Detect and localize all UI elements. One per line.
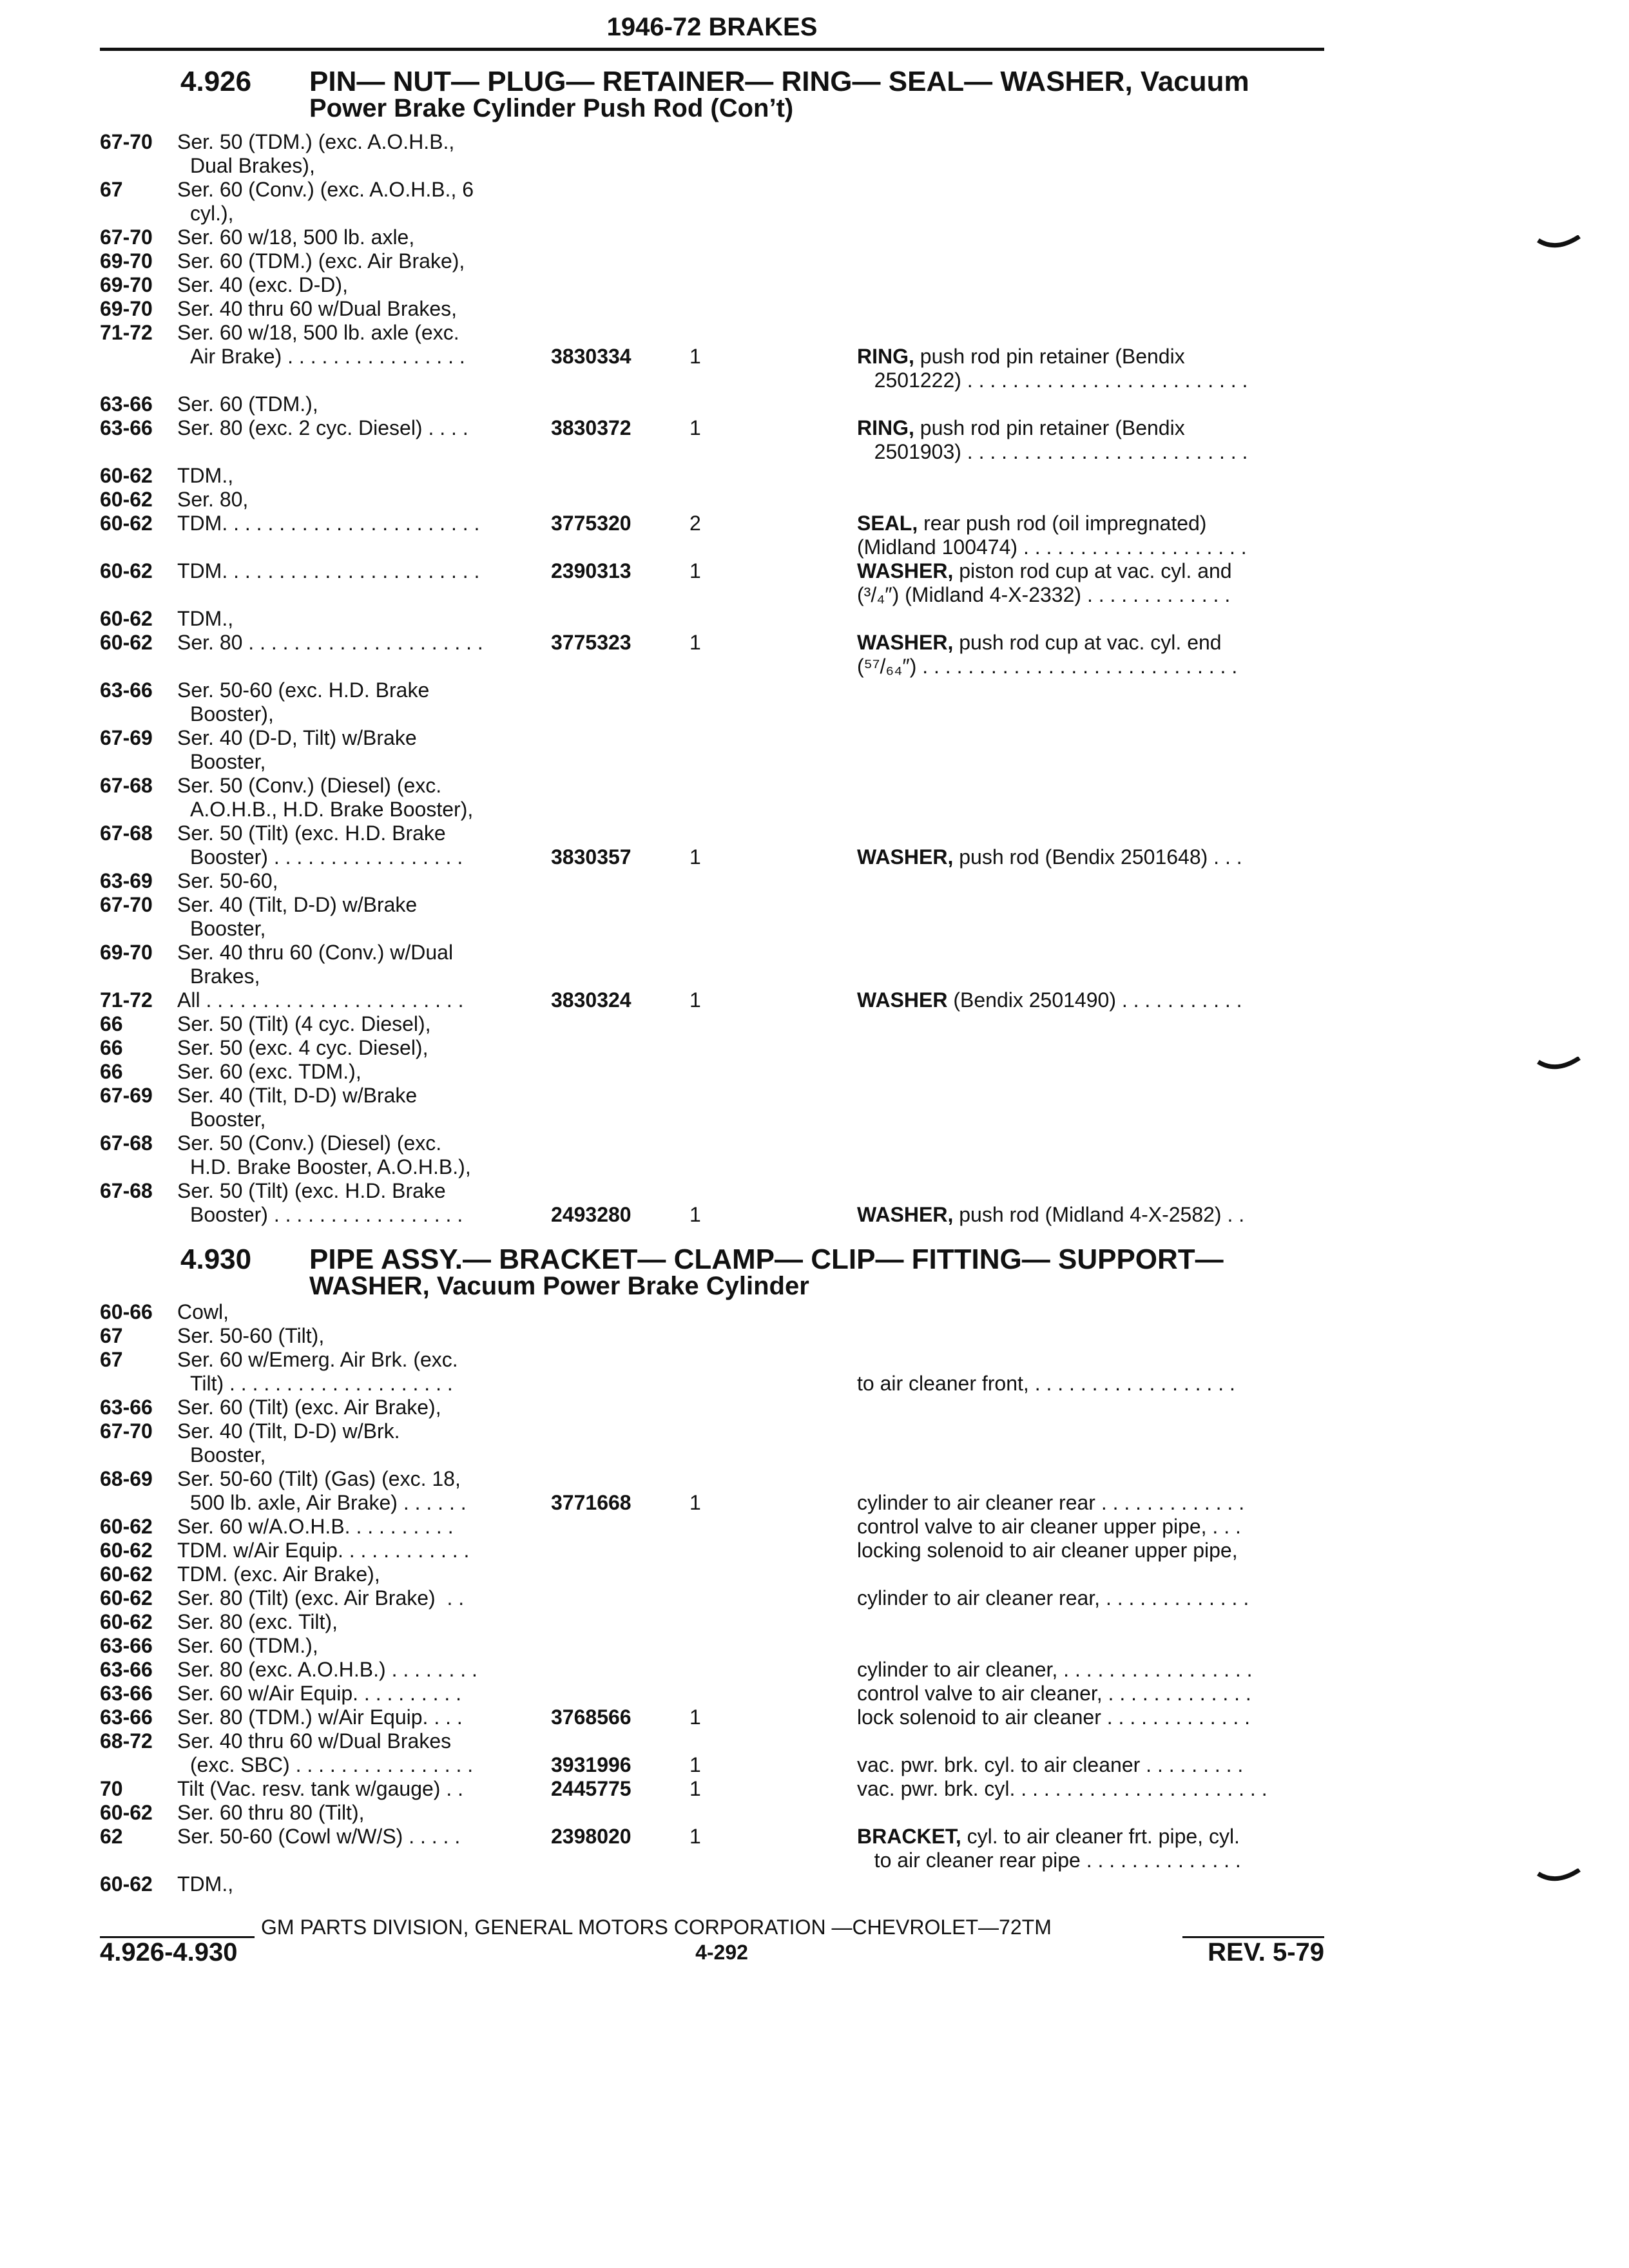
part-description: [857, 1539, 1238, 1562]
application-text: Ser. 40 thru 60 w/Dual Brakes,: [177, 297, 457, 320]
catalog-entry-row: [100, 1777, 1324, 1801]
model-years: 66: [100, 1060, 123, 1083]
application-text: Ser. 60 (TDM.),: [177, 392, 318, 416]
quantity: 1: [689, 845, 701, 869]
part-number: 3775323: [551, 631, 631, 654]
model-years: 67-68: [100, 1179, 153, 1202]
catalog-entry-row: [100, 1729, 1324, 1753]
application-text: Ser. 40 thru 60 (Conv.) w/Dual: [177, 941, 454, 964]
quantity: 1: [689, 1491, 701, 1514]
scan-mark: [1537, 1869, 1582, 1885]
model-years: 60-62: [100, 512, 153, 535]
catalog-entry-row: [100, 1324, 1324, 1348]
catalog-entry-row: [100, 1586, 1324, 1610]
application-text: A.O.H.B., H.D. Brake Booster),: [190, 798, 474, 821]
application-text: Ser. 50-60 (exc. H.D. Brake: [177, 678, 430, 702]
part-description: [857, 655, 1237, 678]
model-years: 67-70: [100, 130, 153, 153]
description-text: 2501903) . . . . . . . . . . . . . . . . . . . . . . . . .: [857, 440, 1248, 463]
description-text: lock solenoid to air cleaner . . . . . . . . . . . . .: [857, 1706, 1251, 1729]
model-years: 69-70: [100, 941, 153, 964]
application-text: Booster,: [190, 750, 266, 773]
catalog-entry-row: [100, 869, 1324, 893]
application-text: TDM.,: [177, 464, 234, 487]
quantity: 1: [689, 631, 701, 654]
catalog-entry-row: [100, 1348, 1324, 1372]
quantity: 2: [689, 512, 701, 535]
catalog-entry-row: [100, 917, 1324, 941]
part-description: [857, 1515, 1241, 1539]
running-header: 1946-72 BRAKES: [606, 13, 818, 41]
description-text: cylinder to air cleaner rear, . . . . . . . . . . . . .: [857, 1586, 1249, 1610]
section-title-line1: PIPE ASSY.— BRACKET— CLAMP— CLIP— FITTING— SUPPORT—: [309, 1244, 1224, 1275]
application-text: Booster,: [190, 1108, 266, 1131]
catalog-entry-row: [100, 130, 1324, 154]
model-years: 63-66: [100, 1682, 153, 1705]
catalog-entry-row: [100, 1610, 1324, 1634]
part-number: 3830334: [551, 345, 631, 368]
model-years: 69-70: [100, 273, 153, 296]
application-text: Brakes,: [190, 965, 260, 988]
part-number: 3830324: [551, 988, 631, 1012]
application-text: TDM. w/Air Equip. . . . . . . . . . . .: [177, 1539, 470, 1562]
catalog-entry-row: [100, 416, 1324, 440]
catalog-entry-row: [100, 1706, 1324, 1729]
application-text: Ser. 60 (exc. TDM.),: [177, 1060, 361, 1083]
model-years: 60-62: [100, 1562, 153, 1586]
catalog-entry-row: [100, 1491, 1324, 1515]
application-text: TDM. . . . . . . . . . . . . . . . . . . . . . .: [177, 559, 480, 582]
model-years: 60-62: [100, 1586, 153, 1610]
part-description: [857, 845, 1242, 869]
quantity: 1: [689, 1753, 701, 1776]
description-text: push rod pin retainer (Bendix: [914, 345, 1185, 368]
catalog-entry-row: [100, 1825, 1324, 1849]
catalog-entry-row: [100, 583, 1324, 607]
scan-mark: [1537, 1057, 1582, 1073]
part-description: [857, 440, 1248, 464]
model-years: 63-69: [100, 869, 153, 892]
application-text: Dual Brakes),: [190, 154, 315, 177]
model-years: 67-70: [100, 1419, 153, 1443]
application-text: Ser. 80 (TDM.) w/Air Equip. . . .: [177, 1706, 463, 1729]
quantity: 1: [689, 416, 701, 439]
part-description: [857, 1203, 1244, 1227]
model-years: 67: [100, 1324, 123, 1347]
catalog-entry-row: [100, 1060, 1324, 1084]
application-text: Ser. 50 (Conv.) (Diesel) (exc.: [177, 774, 442, 797]
catalog-entry-row: [100, 1372, 1324, 1396]
description-text: to air cleaner front, . . . . . . . . . . . . . . . . . .: [857, 1372, 1235, 1395]
part-name: WASHER,: [857, 845, 954, 869]
application-text: (exc. SBC) . . . . . . . . . . . . . . . .: [190, 1753, 474, 1776]
application-text: Ser. 80 (exc. 2 cyc. Diesel) . . . .: [177, 416, 468, 439]
catalog-entry-row: [100, 750, 1324, 774]
catalog-entry-row: [100, 893, 1324, 917]
quantity: 1: [689, 559, 701, 582]
scan-mark: [1537, 235, 1582, 252]
model-years: 63-66: [100, 416, 153, 439]
catalog-entry-row: [100, 702, 1324, 726]
model-years: 60-62: [100, 607, 153, 630]
catalog-entry-row: [100, 440, 1324, 464]
application-text: Ser. 50 (TDM.) (exc. A.O.H.B.,: [177, 130, 455, 153]
catalog-entry-row: [100, 941, 1324, 965]
catalog-entry-row: [100, 1658, 1324, 1682]
part-name: BRACKET,: [857, 1825, 961, 1848]
description-text: piston rod cup at vac. cyl. and: [953, 559, 1232, 582]
application-text: Ser. 80,: [177, 488, 249, 511]
application-text: Ser. 40 (exc. D-D),: [177, 273, 348, 296]
catalog-entry-row: [100, 655, 1324, 678]
application-text: Tilt (Vac. resv. tank w/gauge) . .: [177, 1777, 463, 1800]
application-text: Booster) . . . . . . . . . . . . . . . . .: [190, 1203, 463, 1226]
part-number: 3830372: [551, 416, 631, 439]
application-text: Ser. 60 thru 80 (Tilt),: [177, 1801, 365, 1824]
part-name: SEAL,: [857, 512, 918, 535]
application-text: Ser. 80 (exc. A.O.H.B.) . . . . . . . .: [177, 1658, 477, 1681]
catalog-entry-row: [100, 464, 1324, 488]
application-text: Ser. 50 (exc. 4 cyc. Diesel),: [177, 1036, 429, 1059]
application-text: Ser. 50-60 (Tilt) (Gas) (exc. 18,: [177, 1467, 461, 1490]
footer-corp-line: GM PARTS DIVISION, GENERAL MOTORS CORPORATION —CHEVROLET—72TM: [261, 1916, 1052, 1939]
model-years: 67-68: [100, 774, 153, 797]
description-text: cyl. to air cleaner frt. pipe, cyl.: [961, 1825, 1240, 1848]
catalog-entry-row: [100, 1131, 1324, 1155]
model-years: 60-66: [100, 1300, 153, 1323]
application-text: TDM.,: [177, 1872, 234, 1896]
part-number: 2493280: [551, 1203, 631, 1226]
description-text: push rod (Bendix 2501648) . . .: [953, 845, 1242, 869]
part-description: [857, 631, 1222, 655]
catalog-entry-row: [100, 512, 1324, 535]
catalog-entry-row: [100, 178, 1324, 202]
catalog-entry-row: [100, 249, 1324, 273]
part-description: [857, 583, 1230, 607]
part-name: WASHER: [857, 988, 948, 1012]
part-description: [857, 416, 1185, 440]
application-text: Tilt) . . . . . . . . . . . . . . . . . . . .: [190, 1372, 453, 1395]
description-text: 2501222) . . . . . . . . . . . . . . . . . . . . . . . . .: [857, 369, 1248, 392]
catalog-entry-row: [100, 1396, 1324, 1419]
application-text: TDM. . . . . . . . . . . . . . . . . . . . . . .: [177, 512, 480, 535]
part-number: 3768566: [551, 1706, 631, 1729]
quantity: 1: [689, 1706, 701, 1729]
part-name: WASHER,: [857, 559, 954, 582]
part-description: [857, 1682, 1251, 1706]
application-text: TDM.,: [177, 607, 234, 630]
description-text: (Midland 100474) . . . . . . . . . . . . . . . . . . . .: [857, 535, 1247, 559]
application-text: Ser. 80 (exc. Tilt),: [177, 1610, 338, 1633]
part-description: [857, 1491, 1244, 1515]
catalog-entry-row: [100, 297, 1324, 321]
catalog-entry-row: [100, 1179, 1324, 1203]
part-description: [857, 1372, 1235, 1396]
application-text: Ser. 50 (Tilt) (exc. H.D. Brake: [177, 1179, 446, 1202]
model-years: 60-62: [100, 1539, 153, 1562]
part-description: [857, 1753, 1243, 1777]
description-text: control valve to air cleaner, . . . . . . . . . . . . .: [857, 1682, 1251, 1705]
part-description: [857, 512, 1206, 535]
model-years: 71-72: [100, 321, 153, 344]
catalog-entry-row: [100, 1443, 1324, 1467]
application-text: Ser. 40 (Tilt, D-D) w/Brake: [177, 893, 418, 916]
catalog-entry-row: [100, 392, 1324, 416]
catalog-entry-row: [100, 1108, 1324, 1131]
application-text: Cowl,: [177, 1300, 229, 1323]
catalog-entry-row: [100, 607, 1324, 631]
part-number: 2445775: [551, 1777, 631, 1800]
application-text: Ser. 50-60 (Tilt),: [177, 1324, 325, 1347]
model-years: 60-62: [100, 559, 153, 582]
catalog-entry-row: [100, 1539, 1324, 1562]
catalog-entry-row: [100, 273, 1324, 297]
application-text: Ser. 50-60,: [177, 869, 278, 892]
description-text: locking solenoid to air cleaner upper pipe,: [857, 1539, 1238, 1562]
model-years: 70: [100, 1777, 123, 1800]
catalog-entry-row: [100, 822, 1324, 845]
part-description: [857, 1658, 1253, 1682]
application-text: TDM. (exc. Air Brake),: [177, 1562, 380, 1586]
part-number: 3931996: [551, 1753, 631, 1776]
description-text: vac. pwr. brk. cyl. . . . . . . . . . . . . . . . . . . . . . .: [857, 1777, 1268, 1800]
application-text: Ser. 50 (Conv.) (Diesel) (exc.: [177, 1131, 442, 1155]
model-years: 67: [100, 1348, 123, 1371]
description-text: push rod (Midland 4-X-2582) . .: [953, 1203, 1245, 1226]
description-text: (³/₄″) (Midland 4-X-2332) . . . . . . . . . . . . .: [857, 583, 1231, 606]
catalog-entry-row: [100, 988, 1324, 1012]
model-years: 63-66: [100, 678, 153, 702]
catalog-entry-row: [100, 1801, 1324, 1825]
model-years: 60-62: [100, 1801, 153, 1824]
catalog-entry-row: [100, 1155, 1324, 1179]
application-text: Ser. 60 w/Emerg. Air Brk. (exc.: [177, 1348, 458, 1371]
application-text: Ser. 40 (Tilt, D-D) w/Brake: [177, 1084, 418, 1107]
description-text: (Bendix 2501490) . . . . . . . . . . .: [947, 988, 1242, 1012]
quantity: 1: [689, 988, 701, 1012]
catalog-entry-row: [100, 1634, 1324, 1658]
quantity: 1: [689, 1777, 701, 1800]
catalog-entry-row: [100, 154, 1324, 178]
model-years: 66: [100, 1012, 123, 1035]
catalog-entry-row: [100, 1753, 1324, 1777]
catalog-entry-row: [100, 845, 1324, 869]
catalog-entry-row: [100, 1203, 1324, 1227]
model-years: 60-62: [100, 488, 153, 511]
footer-section-range: 4.926-4.930: [100, 1938, 238, 1966]
catalog-entry-row: [100, 965, 1324, 988]
catalog-entry-row: [100, 1682, 1324, 1706]
catalog-entry-row: [100, 345, 1324, 369]
part-description: [857, 345, 1185, 369]
part-name: WASHER,: [857, 1203, 954, 1226]
section-number: 4.930: [180, 1244, 252, 1275]
model-years: 60-62: [100, 464, 153, 487]
model-years: 60-62: [100, 1515, 153, 1538]
catalog-entry-row: [100, 1419, 1324, 1443]
catalog-entry-row: [100, 1012, 1324, 1036]
description-text: cylinder to air cleaner, . . . . . . . . . . . . . . . . .: [857, 1658, 1253, 1681]
model-years: 68-69: [100, 1467, 153, 1490]
application-text: Ser. 80 . . . . . . . . . . . . . . . . . . . . .: [177, 631, 483, 654]
description-text: vac. pwr. brk. cyl. to air cleaner . . . . . . . . .: [857, 1753, 1244, 1776]
catalog-entry-row: [100, 369, 1324, 392]
part-number: 2390313: [551, 559, 631, 582]
description-text: (⁵⁷/₆₄″) . . . . . . . . . . . . . . . . . . . . . . . . . . . .: [857, 655, 1238, 678]
catalog-entry-row: [100, 1300, 1324, 1324]
footer-revision: REV. 5-79: [1208, 1938, 1324, 1966]
application-text: Ser. 60 (TDM.),: [177, 1634, 318, 1657]
part-description: [857, 369, 1248, 392]
description-text: control valve to air cleaner upper pipe, . . .: [857, 1515, 1241, 1538]
model-years: 69-70: [100, 297, 153, 320]
model-years: 63-66: [100, 1396, 153, 1419]
model-years: 68-72: [100, 1729, 153, 1753]
catalog-entry-row: [100, 726, 1324, 750]
section-title-line2: Power Brake Cylinder Push Rod (Con’t): [309, 94, 794, 122]
application-text: Ser. 60 (Tilt) (exc. Air Brake),: [177, 1396, 441, 1419]
model-years: 60-62: [100, 631, 153, 654]
part-number: 2398020: [551, 1825, 631, 1848]
application-text: Ser. 60 w/18, 500 lb. axle,: [177, 226, 415, 249]
catalog-entry-row: [100, 631, 1324, 655]
application-text: Ser. 60 w/A.O.H.B. . . . . . . . . .: [177, 1515, 454, 1538]
application-text: Ser. 40 (D-D, Tilt) w/Brake: [177, 726, 417, 749]
catalog-entry-row: [100, 1515, 1324, 1539]
catalog-entry-row: [100, 226, 1324, 249]
application-text: Ser. 40 (Tilt, D-D) w/Brk.: [177, 1419, 400, 1443]
model-years: 66: [100, 1036, 123, 1059]
catalog-entry-row: [100, 321, 1324, 345]
application-text: H.D. Brake Booster, A.O.H.B.),: [190, 1155, 471, 1178]
application-text: Booster) . . . . . . . . . . . . . . . . .: [190, 845, 463, 869]
description-text: push rod cup at vac. cyl. end: [953, 631, 1222, 654]
application-text: Ser. 80 (Tilt) (exc. Air Brake) . .: [177, 1586, 465, 1610]
footer-page-number: 4-292: [695, 1941, 748, 1964]
part-description: [857, 1706, 1250, 1729]
application-text: Ser. 60 w/Air Equip. . . . . . . . . .: [177, 1682, 462, 1705]
application-text: Ser. 60 (Conv.) (exc. A.O.H.B., 6: [177, 178, 474, 201]
model-years: 67-69: [100, 1084, 153, 1107]
part-number: 3775320: [551, 512, 631, 535]
model-years: 71-72: [100, 988, 153, 1012]
part-name: WASHER,: [857, 631, 954, 654]
catalog-entry-row: [100, 488, 1324, 512]
part-name: RING,: [857, 416, 914, 439]
catalog-entry-row: [100, 1084, 1324, 1108]
model-years: 67-68: [100, 1131, 153, 1155]
application-text: cyl.),: [190, 202, 234, 225]
catalog-entry-row: [100, 535, 1324, 559]
quantity: 1: [689, 1825, 701, 1848]
header-rule: [100, 48, 1324, 51]
description-text: to air cleaner rear pipe . . . . . . . . . . . . . .: [857, 1849, 1241, 1872]
catalog-entry-row: [100, 1036, 1324, 1060]
catalog-entry-row: [100, 1872, 1324, 1896]
model-years: 63-66: [100, 1634, 153, 1657]
part-description: [857, 559, 1232, 583]
catalog-entry-row: [100, 678, 1324, 702]
section-title-line1: PIN— NUT— PLUG— RETAINER— RING— SEAL— WASHER, Vacuum: [309, 66, 1249, 97]
part-name: RING,: [857, 345, 914, 368]
part-description: [857, 1586, 1249, 1610]
model-years: 62: [100, 1825, 123, 1848]
application-text: Ser. 60 (TDM.) (exc. Air Brake),: [177, 249, 465, 273]
application-text: Booster,: [190, 917, 266, 940]
part-number: 3830357: [551, 845, 631, 869]
section-number: 4.926: [180, 66, 252, 97]
model-years: 67-69: [100, 726, 153, 749]
application-text: Ser. 50 (Tilt) (exc. H.D. Brake: [177, 822, 446, 845]
application-text: Ser. 50 (Tilt) (4 cyc. Diesel),: [177, 1012, 431, 1035]
model-years: 60-62: [100, 1872, 153, 1896]
catalog-entry-row: [100, 1467, 1324, 1491]
application-text: Booster),: [190, 702, 274, 726]
description-text: cylinder to air cleaner rear . . . . . . . . . . . . .: [857, 1491, 1245, 1514]
catalog-entry-row: [100, 1849, 1324, 1872]
model-years: 67-70: [100, 226, 153, 249]
description-text: rear push rod (oil impregnated): [918, 512, 1207, 535]
catalog-entry-row: [100, 774, 1324, 798]
model-years: 67-70: [100, 893, 153, 916]
part-number: 3771668: [551, 1491, 631, 1514]
description-text: push rod pin retainer (Bendix: [914, 416, 1185, 439]
part-description: [857, 988, 1242, 1012]
model-years: 67: [100, 178, 123, 201]
application-text: All . . . . . . . . . . . . . . . . . . . . . . .: [177, 988, 464, 1012]
quantity: 1: [689, 1203, 701, 1226]
application-text: Ser. 50-60 (Cowl w/W/S) . . . . .: [177, 1825, 461, 1848]
catalog-entry-row: [100, 798, 1324, 822]
section-title-line2: WASHER, Vacuum Power Brake Cylinder: [309, 1272, 809, 1300]
catalog-entry-row: [100, 202, 1324, 226]
application-text: 500 lb. axle, Air Brake) . . . . . .: [190, 1491, 467, 1514]
model-years: 63-66: [100, 1658, 153, 1681]
part-description: [857, 535, 1247, 559]
part-description: [857, 1777, 1268, 1801]
application-text: Air Brake) . . . . . . . . . . . . . . . .: [190, 345, 465, 368]
model-years: 67-68: [100, 822, 153, 845]
model-years: 63-66: [100, 392, 153, 416]
application-text: Booster,: [190, 1443, 266, 1466]
application-text: Ser. 60 w/18, 500 lb. axle (exc.: [177, 321, 459, 344]
application-text: Ser. 40 thru 60 w/Dual Brakes: [177, 1729, 452, 1753]
part-description: [857, 1825, 1240, 1849]
part-description: [857, 1849, 1241, 1872]
catalog-entry-row: [100, 1562, 1324, 1586]
model-years: 63-66: [100, 1706, 153, 1729]
model-years: 60-62: [100, 1610, 153, 1633]
model-years: 69-70: [100, 249, 153, 273]
catalog-entry-row: [100, 559, 1324, 583]
quantity: 1: [689, 345, 701, 368]
